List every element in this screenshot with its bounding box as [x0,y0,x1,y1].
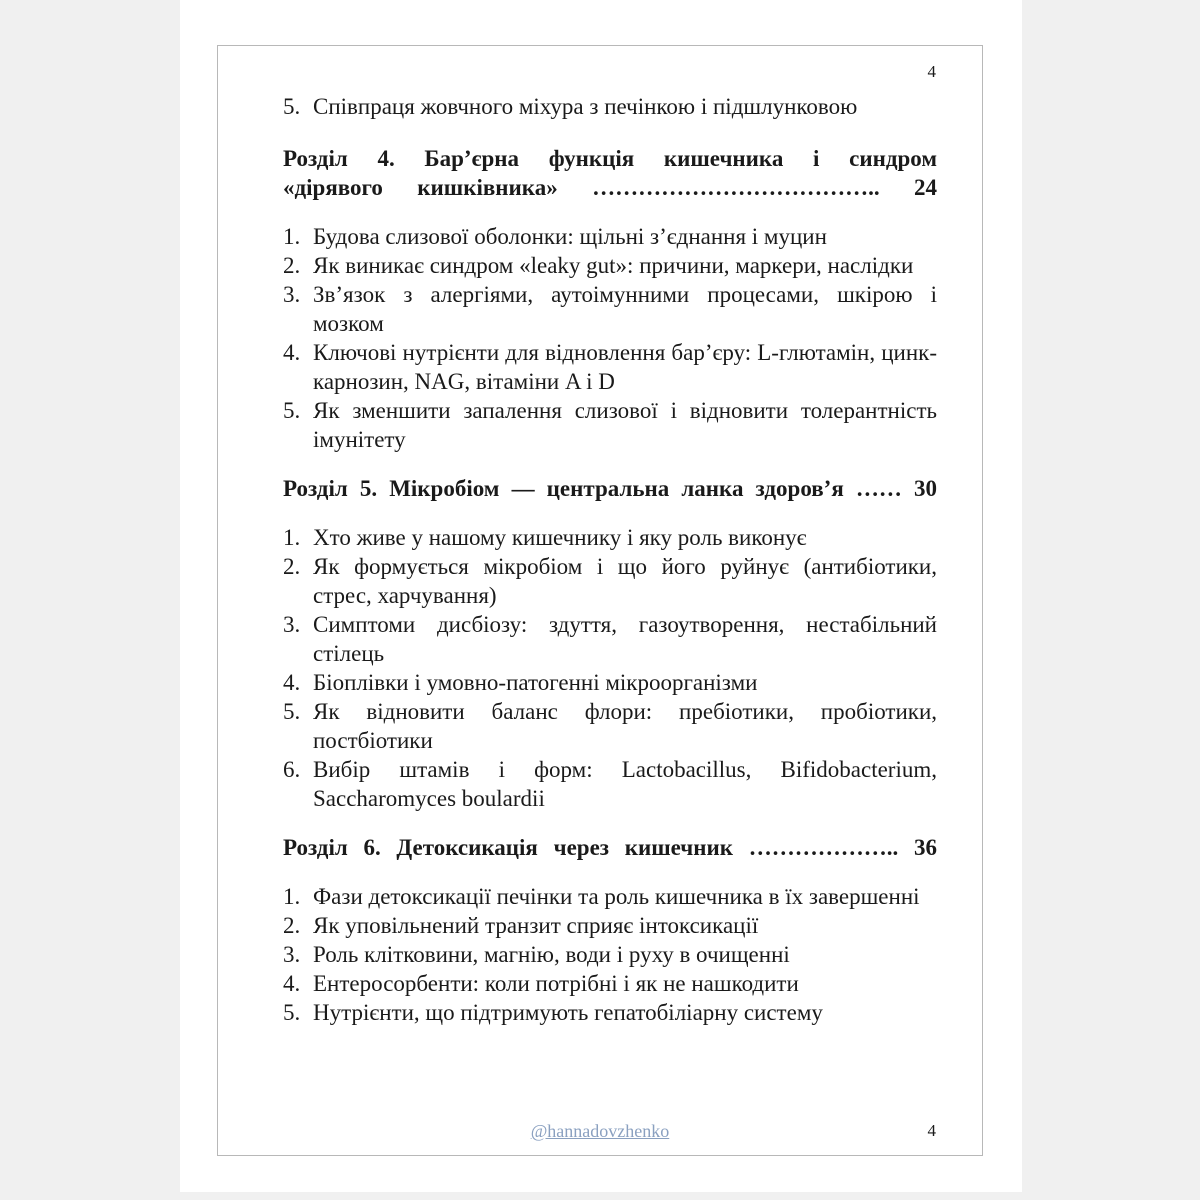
list-item [283,969,937,998]
section-heading-line: Розділ 4. Бар’єрна функція кишечника і синдром [283,146,937,171]
list-item-number: 3. [283,282,301,307]
section-6-list [283,882,937,1027]
list-item-text: Як відновити баланс флори: пребіотики, пробіотики, постбіотики [313,699,937,753]
list-item-text: Як зменшити запалення слизової і відновити толерантність імунітету [313,398,937,452]
list-item-text: Співпраця жовчного міхура з печінкою і підшлунковою [313,94,858,119]
list-item [283,251,937,280]
author-handle-link[interactable]: @hannadovzhenko [530,1121,670,1141]
list-item [283,92,937,121]
list-item-number: 5. [283,699,301,724]
list-item [283,523,937,552]
section-5-list [283,523,937,813]
list-item [283,697,937,755]
list-item-number: 6. [283,757,301,782]
list-item [283,940,937,969]
list-item-text: Як виникає синдром «leaky gut»: причини, маркери, наслідки [313,253,914,278]
list-item-text: Ентеросорбенти: коли потрібні і як не нашкодити [313,971,799,996]
list-item [283,882,937,911]
list-item-text: Біоплівки і умовно-патогенні мікроорганізми [313,670,758,695]
list-item [283,911,937,940]
page-number-bottom: 4 [927,1121,936,1140]
list-item-number: 1. [283,525,301,550]
list-item-number: 1. [283,224,301,249]
page-number-top: 4 [927,62,936,81]
list-section-3-tail [283,92,937,121]
list-item-text: Вибір штамів і форм: Lactobacillus, Bifidobacterium, Saccharomyces boulardii [313,757,937,811]
section-heading-line: «дірявого кишківника» ……………………………….. 24 [283,175,937,200]
list-item-text: Як формується мікробіом і що його руйнує (антибіотики, стрес, харчування) [313,554,937,608]
list-item-text: Зв’язок з алергіями, аутоімунними процесами, шкірою і мозком [313,282,937,336]
list-item-text: Фази детоксикації печінки та роль кишечника в їх завершенні [313,884,920,909]
list-item [283,338,937,396]
list-item-number: 4. [283,340,301,365]
section-4-list [283,222,937,454]
list-item-number: 4. [283,670,301,695]
list-item-text: Хто живе у нашому кишечнику і яку роль виконує [313,525,807,550]
list-item-number: 4. [283,971,301,996]
list-item-text: Нутрієнти, що підтримують гепатобіліарну систему [313,1000,823,1025]
list-item [283,668,937,697]
list-item [283,998,937,1027]
list-item [283,610,937,668]
section-heading-5: Розділ 5. Мікробіом — центральна ланка здоров’я …… 30 [283,476,937,501]
table-of-contents [283,92,937,1027]
list-item-text: Ключові нутрієнти для відновлення бар’єру: L-глютамін, цинк-карнозин, NAG, вітаміни A і D [313,340,937,394]
list-item-number: 5. [283,398,301,423]
list-item-number: 3. [283,942,301,967]
list-item-text: Як уповільнений транзит сприяє інтоксикації [313,913,759,938]
list-item-number: 2. [283,913,301,938]
list-item [283,755,937,813]
list-item-number: 1. [283,884,301,909]
section-heading-6: Розділ 6. Детоксикація через кишечник ……………….. 36 [283,835,937,860]
list-item [283,222,937,251]
list-item [283,396,937,454]
list-item-number: 5. [283,94,301,119]
list-item-number: 2. [283,253,301,278]
list-item [283,552,937,610]
list-item-number: 3. [283,612,301,637]
list-item-text: Будова слизової оболонки: щільні з’єднання і муцин [313,224,827,249]
list-item-text: Роль клітковини, магнію, води і руху в очищенні [313,942,790,967]
list-item-number: 2. [283,554,301,579]
section-heading-4 [283,144,937,202]
list-item [283,280,937,338]
list-item-number: 5. [283,1000,301,1025]
list-item-text: Симптоми дисбіозу: здуття, газоутворення, нестабільний стілець [313,612,937,666]
